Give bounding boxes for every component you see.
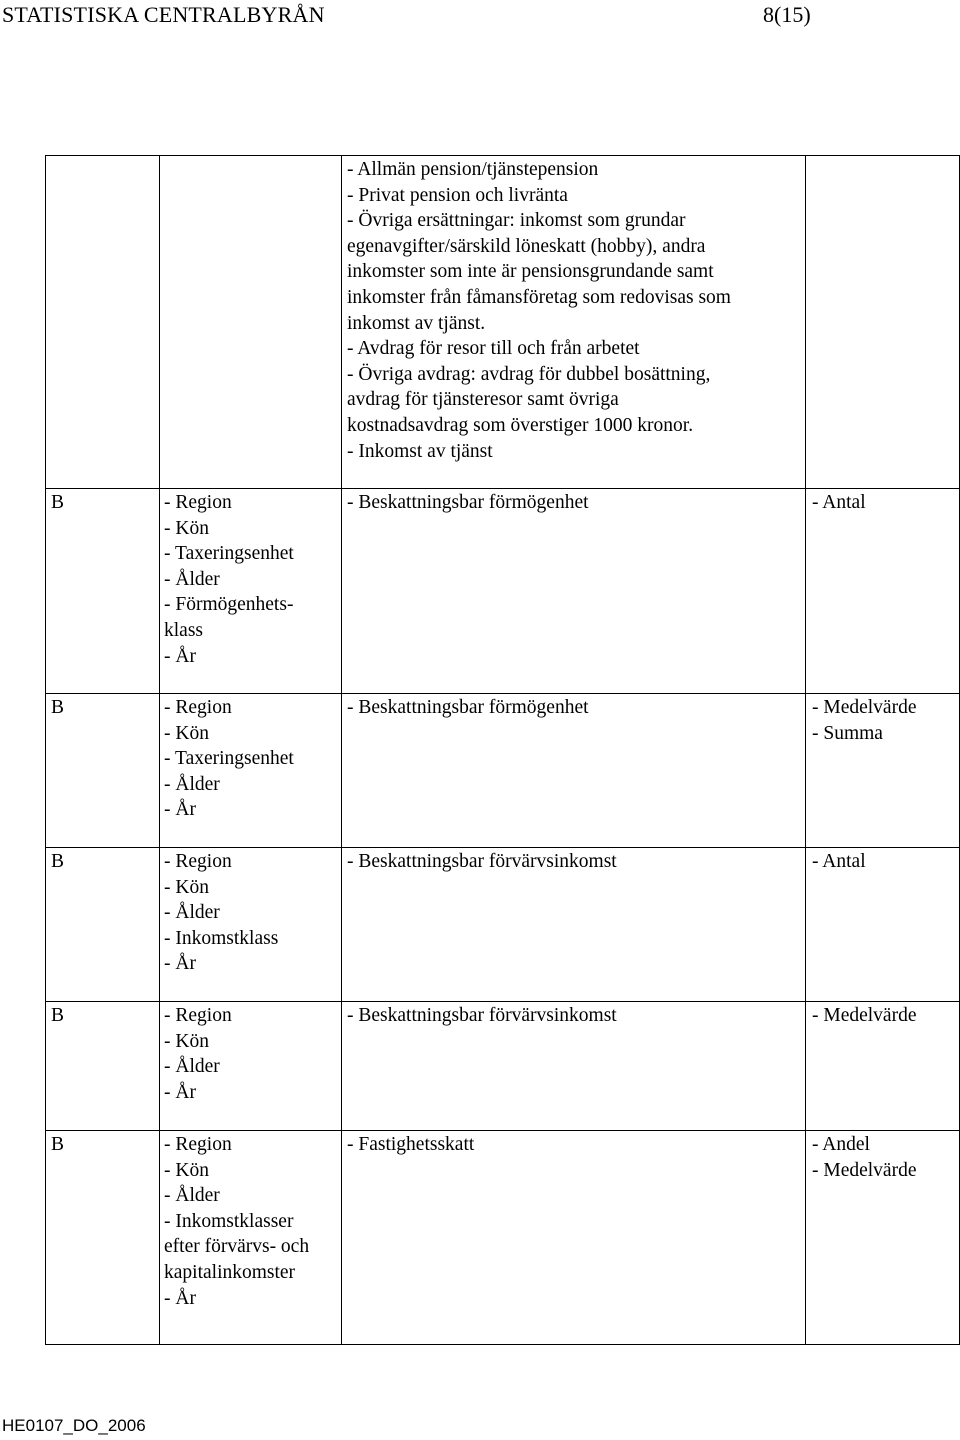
measures-cell — [806, 848, 960, 1002]
row-code: B — [51, 1134, 65, 1155]
statistics-table — [45, 155, 960, 1345]
code-cell — [46, 156, 160, 489]
variables-cell-line: - Inkomst av tjänst — [347, 440, 493, 462]
dimensions-cell-line: - Region — [164, 697, 232, 718]
variables-cell-line: - Allmän pension/tjänstepension — [347, 159, 599, 180]
variables-cell-line: - Privat pension och livränta — [347, 184, 568, 206]
variables-cell-line: - Beskattningsbar förvärvsinkomst — [347, 851, 617, 872]
dimensions-cell — [160, 1131, 342, 1345]
dimensions-cell-line: - Ålder — [164, 902, 220, 924]
measures-cell — [806, 156, 960, 489]
table-row — [46, 694, 960, 848]
measures-cell-line: - Medelvärde — [812, 697, 917, 718]
dimensions-cell-line: - Kön — [164, 876, 209, 898]
dimensions-cell-line: - År — [164, 1287, 196, 1309]
variables-cell — [342, 694, 806, 848]
dimensions-cell — [160, 489, 342, 694]
row-code: B — [51, 1005, 65, 1026]
variables-cell-line: - Beskattningsbar förmögenhet — [347, 697, 589, 718]
code-cell — [46, 848, 160, 1002]
header-organization: STATISTISKA CENTRALBYRÅN — [2, 2, 325, 27]
dimensions-cell-line: - Förmögenhets- — [164, 594, 294, 616]
dimensions-cell-line: - Kön — [164, 1159, 209, 1181]
variables-cell-line: inkomster som inte är pensionsgrundande samt — [347, 261, 714, 283]
table-row — [46, 1131, 960, 1345]
dimensions-cell-line: - År — [164, 645, 196, 667]
dimensions-cell-line: - Region — [164, 1005, 232, 1026]
table-body — [46, 156, 960, 1345]
dimensions-cell-line: - Region — [164, 851, 232, 872]
variables-cell — [342, 848, 806, 1002]
variables-cell-line: inkomster från fåmansföretag som redovisas som — [347, 286, 731, 308]
variables-cell-line: kostnadsavdrag som överstiger 1000 kronor. — [347, 414, 694, 436]
dimensions-cell — [160, 694, 342, 848]
table-row — [46, 489, 960, 694]
dimensions-cell-line: - Ålder — [164, 1185, 220, 1207]
measures-cell-line: - Antal — [812, 492, 866, 513]
dimensions-cell-line: - År — [164, 1081, 196, 1103]
measures-cell-line: - Antal — [812, 851, 866, 872]
variables-cell-line: - Beskattningsbar förvärvsinkomst — [347, 1005, 617, 1026]
row-code: B — [51, 697, 65, 718]
dimensions-cell-line: - Ålder — [164, 773, 220, 795]
table-row — [46, 848, 960, 1002]
dimensions-cell-line: klass — [164, 619, 203, 641]
row-code: B — [51, 492, 65, 513]
dimensions-cell-line: - Taxeringsenhet — [164, 543, 294, 565]
measures-cell — [806, 694, 960, 848]
dimensions-cell-line: kapitalinkomster — [164, 1261, 296, 1283]
variables-cell-line: egenavgifter/särskild löneskatt (hobby), andra — [347, 235, 706, 257]
dimensions-cell-line: - Kön — [164, 517, 209, 539]
variables-cell-line: - Övriga avdrag: avdrag för dubbel bosättning, — [347, 363, 711, 385]
footer-document-id: HE0107_DO_2006 — [2, 1416, 146, 1435]
measures-cell — [806, 1002, 960, 1131]
dimensions-cell — [160, 156, 342, 489]
dimensions-cell-line: - År — [164, 799, 196, 821]
table-row — [46, 156, 960, 489]
dimensions-cell-line: efter förvärvs- och — [164, 1236, 310, 1258]
row-code: B — [51, 851, 65, 872]
variables-cell-line: avdrag för tjänsteresor samt övriga — [347, 389, 619, 411]
dimensions-cell-line: - Taxeringsenhet — [164, 748, 294, 770]
variables-cell-line: - Avdrag för resor till och från arbetet — [347, 338, 640, 360]
table-row — [46, 1002, 960, 1131]
variables-cell — [342, 1002, 806, 1131]
code-cell — [46, 694, 160, 848]
dimensions-cell — [160, 848, 342, 1002]
variables-cell-line: - Beskattningsbar förmögenhet — [347, 492, 589, 513]
measures-cell-line: - Medelvärde — [812, 1005, 917, 1026]
dimensions-cell-line: - År — [164, 953, 196, 975]
variables-cell — [342, 489, 806, 694]
variables-cell-line: inkomst av tjänst. — [347, 312, 486, 334]
code-cell — [46, 1131, 160, 1345]
dimensions-cell-line: - Ålder — [164, 568, 220, 590]
dimensions-cell — [160, 1002, 342, 1131]
measures-cell — [806, 1131, 960, 1345]
measures-cell-line: - Andel — [812, 1134, 870, 1155]
dimensions-cell-line: - Ålder — [164, 1056, 220, 1078]
code-cell — [46, 1002, 160, 1131]
variables-cell-line: - Fastighetsskatt — [347, 1134, 475, 1155]
dimensions-cell-line: - Inkomstklasser — [164, 1210, 294, 1232]
dimensions-cell-line: - Region — [164, 492, 232, 513]
measures-cell-line: - Summa — [812, 722, 883, 744]
variables-cell-line: - Övriga ersättningar: inkomst som grundar — [347, 210, 686, 232]
dimensions-cell-line: - Kön — [164, 722, 209, 744]
code-cell — [46, 489, 160, 694]
measures-cell — [806, 489, 960, 694]
page-number: 8(15) — [763, 2, 811, 27]
dimensions-cell-line: - Inkomstklass — [164, 927, 279, 949]
variables-cell — [342, 1131, 806, 1345]
dimensions-cell-line: - Kön — [164, 1030, 209, 1052]
dimensions-cell-line: - Region — [164, 1134, 232, 1155]
measures-cell-line: - Medelvärde — [812, 1159, 917, 1181]
variables-cell — [342, 156, 806, 489]
